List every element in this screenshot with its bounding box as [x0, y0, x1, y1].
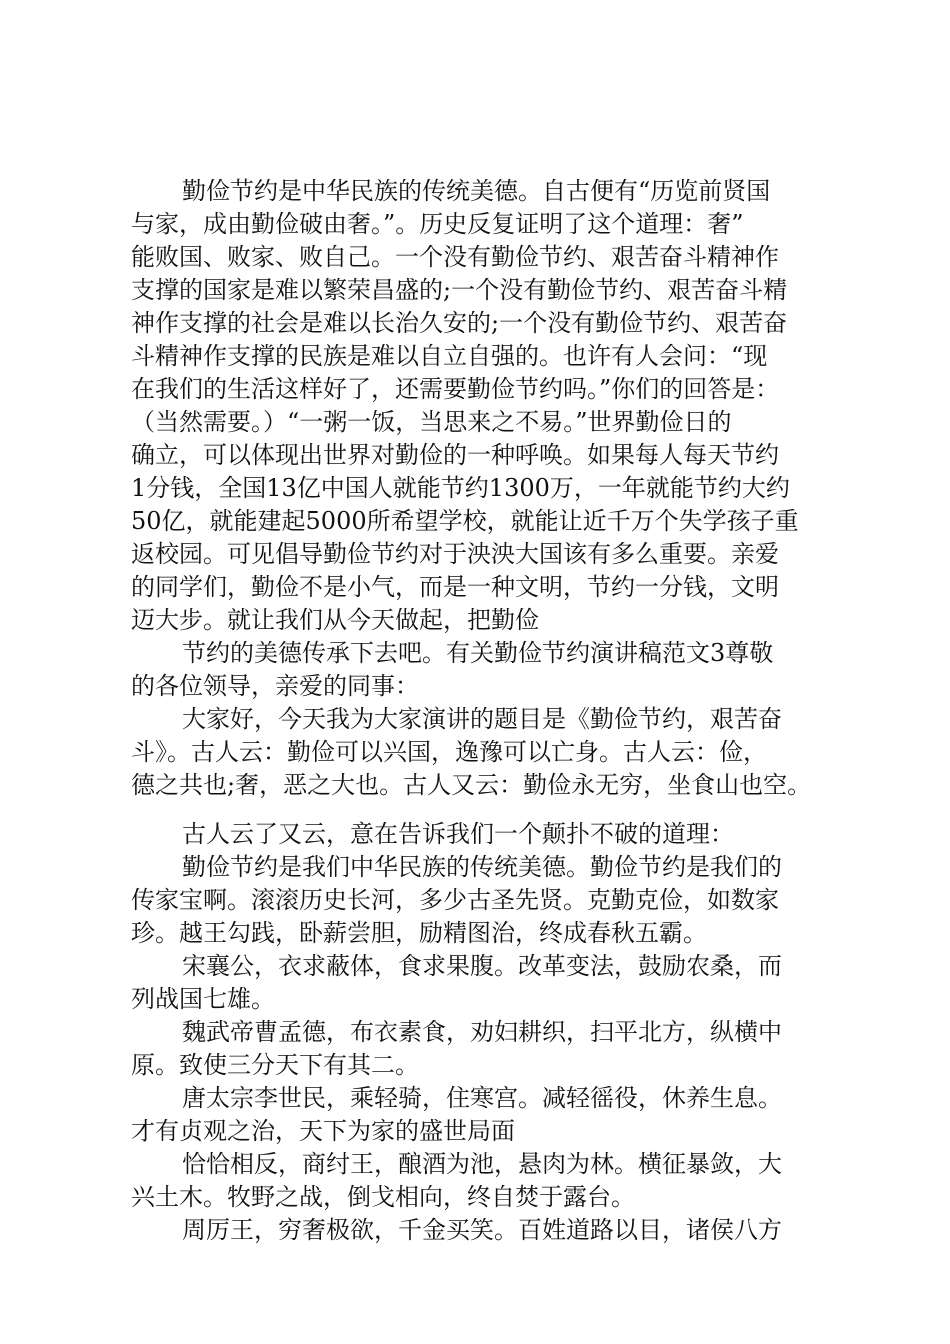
text-line: 兴土木。牧野之战，倒戈相向，终自焚于露台。: [131, 1183, 635, 1211]
text-line: 50亿，就能建起5000所希望学校，就能让近千万个失学孩子重: [131, 507, 799, 535]
text-line: 斗》。古人云：勤俭可以兴国，逸豫可以亡身。古人云：俭，: [131, 738, 767, 766]
text-line: 确立，可以体现出世界对勤俭的一种呼唤。如果每人每天节约: [131, 441, 779, 469]
text-line: 才有贞观之治，天下为家的盛世局面: [131, 1117, 515, 1145]
text-line: 大家好，今天我为大家演讲的题目是《勤俭节约，艰苦奋: [182, 705, 782, 733]
text-line: 1分钱，全国13亿中国人就能节约1300万，一年就能节约大约: [131, 474, 790, 502]
text-line: 珍。越王勾践，卧薪尝胆，励精图治，终成春秋五霸。: [131, 919, 707, 947]
text-line: 宋襄公，衣求蔽体，食求果腹。改革变法，鼓励农桑，而: [182, 952, 782, 980]
text-line: 迈大步。就让我们从今天做起，把勤俭: [131, 606, 539, 634]
text-line: 周厉王，穷奢极欲，千金买笑。百姓道路以目，诸侯八方: [182, 1216, 782, 1244]
text-line: （当然需要。）“一粥一饭，当思来之不易。”世界勤俭日的: [131, 408, 732, 436]
text-line: 德之共也;奢，恶之大也。古人又云：勤俭永无穷，坐食山也空。: [131, 771, 812, 799]
text-line: 能败国、败家、败自己。一个没有勤俭节约、艰苦奋斗精神作: [131, 243, 779, 271]
text-line: 唐太宗李世民，乘轻骑，住寒宫。减轻徭役，休养生息。: [182, 1084, 782, 1112]
text-line: 神作支撑的社会是难以长治久安的;一个没有勤俭节约、艰苦奋: [131, 309, 788, 337]
text-line: 勤俭节约是我们中华民族的传统美德。勤俭节约是我们的: [182, 853, 782, 881]
text-line: 魏武帝曹孟德，布衣素食，劝妇耕织，扫平北方，纵横中: [182, 1018, 782, 1046]
text-line: 斗精神作支撑的民族是难以自立自强的。也许有人会问：“现: [131, 342, 768, 370]
text-line: 的各位领导，亲爱的同事：: [131, 672, 419, 700]
text-line: 与家，成由勤俭破由奢。”。历史反复证明了这个道理：奢”: [131, 210, 744, 238]
text-line: 支撑的国家是难以繁荣昌盛的;一个没有勤俭节约、艰苦奋斗精: [131, 276, 788, 304]
text-line: 传家宝啊。滚滚历史长河，多少古圣先贤。克勤克俭，如数家: [131, 886, 779, 914]
text-line: 恰恰相反，商纣王，酿酒为池，悬肉为林。横征暴敛，大: [182, 1150, 782, 1178]
text-line: 列战国七雄。: [131, 985, 275, 1013]
text-line: 节约的美德传承下去吧。有关勤俭节约演讲稿范文3尊敬: [182, 639, 774, 667]
text-line: 古人云了又云，意在告诉我们一个颠扑不破的道理：: [182, 820, 734, 848]
text-line: 的同学们，勤俭不是小气，而是一种文明，节约一分钱，文明: [131, 573, 779, 601]
text-line: 在我们的生活这样好了，还需要勤俭节约吗。”你们的回答是：: [131, 375, 780, 403]
text-line: 勤俭节约是中华民族的传统美德。自古便有“历览前贤国: [182, 177, 771, 205]
text-line: 原。致使三分天下有其二。: [131, 1051, 419, 1079]
text-line: 返校园。可见倡导勤俭节约对于泱泱大国该有多么重要。亲爱: [131, 540, 779, 568]
